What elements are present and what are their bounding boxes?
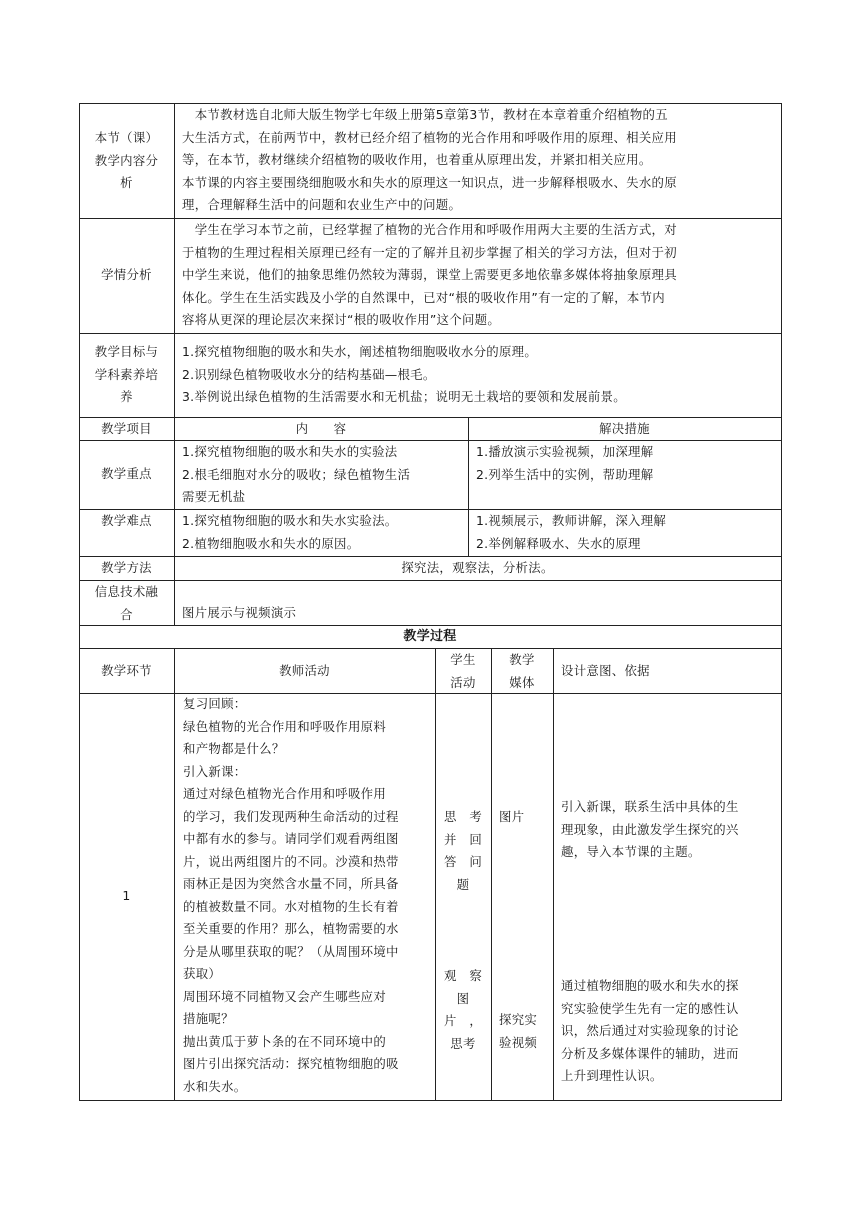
text-line: 2.根毛细胞对水分的吸收；绿色植物生活 [182, 466, 411, 482]
label-line: 学科素养培 [94, 366, 159, 382]
content-analysis-text [182, 104, 780, 217]
objective-item: 1.探究植物细胞的吸水和失水，阐述植物细胞吸收水分的原理。 [182, 344, 538, 359]
text-line: 措施呢？ [183, 1011, 234, 1026]
text-line: 究实验使学生先有一定的感性认 [561, 1000, 739, 1016]
it-label [79, 581, 174, 626]
text-line: 周围环境不同植物又会产生哪些应对 [183, 988, 387, 1004]
text-line: 中学生来说，他们的抽象思维仍然较为薄弱，课堂上需要更多地依靠多媒体将抽象原理具 [182, 267, 677, 282]
header-design: 设计意图、依据 [561, 663, 650, 678]
rule [79, 580, 781, 581]
rule [174, 103, 175, 625]
key-points-measures [476, 441, 776, 486]
text-line: 通过植物细胞的吸水和失水的探 [561, 978, 739, 993]
text-line: 2.植物细胞吸水和失水的原因。 [182, 535, 360, 551]
stage-number: 1 [122, 888, 131, 903]
header-line: 媒体 [509, 674, 535, 690]
text-line: 的植被数量不同。水对植物的生长有着 [183, 898, 399, 914]
difficulties-label: 教学难点 [101, 513, 152, 528]
student-activity-a [435, 806, 491, 896]
text-line: 2.列举生活中的实例，帮助理解 [476, 466, 654, 482]
process-title: 教学过程 [403, 629, 457, 644]
header-line: 学生 [450, 652, 476, 667]
design-intent-a [561, 796, 781, 864]
key-points-content [182, 441, 467, 509]
text-line: 绿色植物的光合作用和呼吸作用原料 [183, 718, 387, 734]
label-line: 教学目标与 [94, 344, 159, 359]
it-value: 图片展示与视频演示 [182, 605, 297, 620]
header-line: 教学 [509, 652, 535, 667]
rule [491, 648, 492, 1101]
difficulties-measures [476, 510, 776, 555]
text-line: 复习回顾： [183, 696, 247, 711]
rule [781, 103, 782, 1101]
label-line: 本节（课） [94, 130, 159, 145]
text-line: 并 回 [443, 831, 483, 847]
label-line: 信息技术融 [94, 584, 159, 599]
text-line: 和产物都是什么？ [183, 741, 285, 756]
text-line: 答 问 [443, 854, 483, 869]
design-intent-b [561, 975, 781, 1088]
methods-label: 教学方法 [101, 560, 152, 575]
text-line: 引入新课，联系生活中具体的生 [561, 799, 739, 814]
text-line: 容将从更深的理论层次来探讨“根的吸收作用”这个问题。 [182, 312, 501, 327]
text-line: 抛出黄瓜于萝卜条的在不同环境中的 [183, 1033, 387, 1049]
text-line: 图 [456, 990, 470, 1006]
text-line: 思 考 [443, 809, 483, 824]
label-line: 教学内容分 [94, 152, 159, 168]
text-line: 探究实 [499, 1012, 538, 1027]
text-line: 中都有水的参与。请同学们观看两组图 [183, 831, 399, 846]
text-line: 片 ， [443, 1013, 483, 1028]
text-line: 学生在学习本节之前，已经掌握了植物的光合作用和呼吸作用两大主要的生活方式，对 [182, 222, 677, 237]
text-line: 思考 [450, 1035, 476, 1051]
text-line: 1.视频展示，教师讲解，深入理解 [476, 513, 667, 528]
text-line: 题 [456, 876, 470, 892]
rule [79, 1100, 781, 1101]
text-line: 验视频 [499, 1034, 538, 1050]
rule [553, 648, 554, 1101]
student-activity-b [435, 965, 491, 1055]
text-line: 本节课的内容主要围绕细胞吸水和失水的原理这一知识点，进一步解释根吸水、失水的原 [182, 174, 677, 190]
section-label-content-analysis [79, 127, 174, 195]
objectives-text [182, 341, 780, 409]
text-line: 本节教材选自北师大版生物学七年级上册第5章第3节，教材在本章着重介绍植物的五 [182, 107, 668, 122]
teacher-activity [183, 693, 435, 1098]
text-line: 观 察 [443, 968, 483, 983]
text-line: 图片引出探究活动：探究植物细胞的吸 [183, 1056, 399, 1071]
header-line: 活动 [450, 674, 476, 690]
text-line: 1.播放演示实验视频，加深理解 [476, 444, 654, 459]
text-line: 片，说出两组图片的不同。沙漠和热带 [183, 853, 399, 869]
header-stage: 教学环节 [101, 663, 152, 678]
media-a: 图片 [499, 809, 525, 824]
text-line: 于植物的生理过程相关原理已经有一定的了解并且初步掌握了相关的学习方法，但对于初 [182, 244, 677, 260]
text-line: 识，然后通过对实验现象的讨论 [561, 1023, 739, 1038]
methods-value: 探究法，观察法，分析法。 [401, 560, 554, 575]
difficulties-content [182, 510, 467, 555]
label-line: 养 [120, 389, 133, 404]
text-line: 分是从哪里获取的呢？（从周围环境中 [183, 943, 399, 959]
label-line: 合 [120, 606, 133, 622]
text-line: 大生活方式，在前两节中，教材已经介绍了植物的光合作用和呼吸作用的原理、相关应用 [182, 129, 677, 145]
objective-item: 2.识别绿色植物吸收水分的结构基础—根毛。 [182, 366, 436, 382]
key-points-label: 教学重点 [101, 466, 152, 481]
rule [79, 333, 781, 334]
label-line: 析 [120, 175, 133, 190]
text-line: 雨林正是因为突然含水量不同，所具备 [183, 876, 399, 891]
text-line: 理现象，由此激发学生探究的兴 [561, 821, 739, 837]
text-line: 分析及多媒体课件的辅助，进而 [561, 1045, 739, 1061]
items-header-measures: 解决措施 [599, 421, 650, 436]
items-header-label: 教学项目 [101, 421, 152, 436]
header-teacher: 教师活动 [279, 663, 330, 678]
media-b [499, 1009, 553, 1054]
text-line: 的学习，我们发现两种生命活动的过程 [183, 808, 399, 824]
student-analysis-text [182, 219, 780, 332]
text-line: 体化。学生在生活实践及小学的自然课中，已对“根的吸收作用”有一定的了解，本节内 [182, 289, 665, 305]
text-line: 理，合理解释生活中的问题和农业生产中的问题。 [182, 197, 462, 212]
section-label-student-analysis: 学情分析 [101, 267, 152, 282]
text-line: 通过对绿色植物光合作用和呼吸作用 [183, 786, 387, 801]
text-line: 获取） [183, 966, 222, 981]
text-line: 水和失水。 [183, 1078, 247, 1094]
text-line: 趣，导入本节课的主题。 [561, 844, 701, 859]
rule [174, 648, 175, 1101]
text-line: 1.探究植物细胞的吸水和失水实验法。 [182, 513, 398, 528]
text-line: 引入新课： [183, 763, 247, 779]
items-header-content: 内 容 [295, 421, 347, 436]
header-media [491, 649, 553, 694]
header-student [435, 649, 491, 694]
text-line: 2.举例解释吸水、失水的原理 [476, 535, 641, 551]
text-line: 需要无机盐 [182, 489, 246, 504]
text-line: 等，在本节，教材继续介绍植物的吸收作用，也着重从原理出发，并紧扣相关应用。 [182, 152, 652, 167]
objective-item: 3.举例说出绿色植物的生活需要水和无机盐；说明无土栽培的要领和发展前景。 [182, 389, 626, 404]
text-line: 1.探究植物细胞的吸水和失水的实验法 [182, 444, 398, 459]
text-line: 上升到理性认识。 [561, 1068, 663, 1083]
section-label-objectives [79, 341, 174, 409]
text-line: 至关重要的作用？那么，植物需要的水 [183, 921, 399, 936]
